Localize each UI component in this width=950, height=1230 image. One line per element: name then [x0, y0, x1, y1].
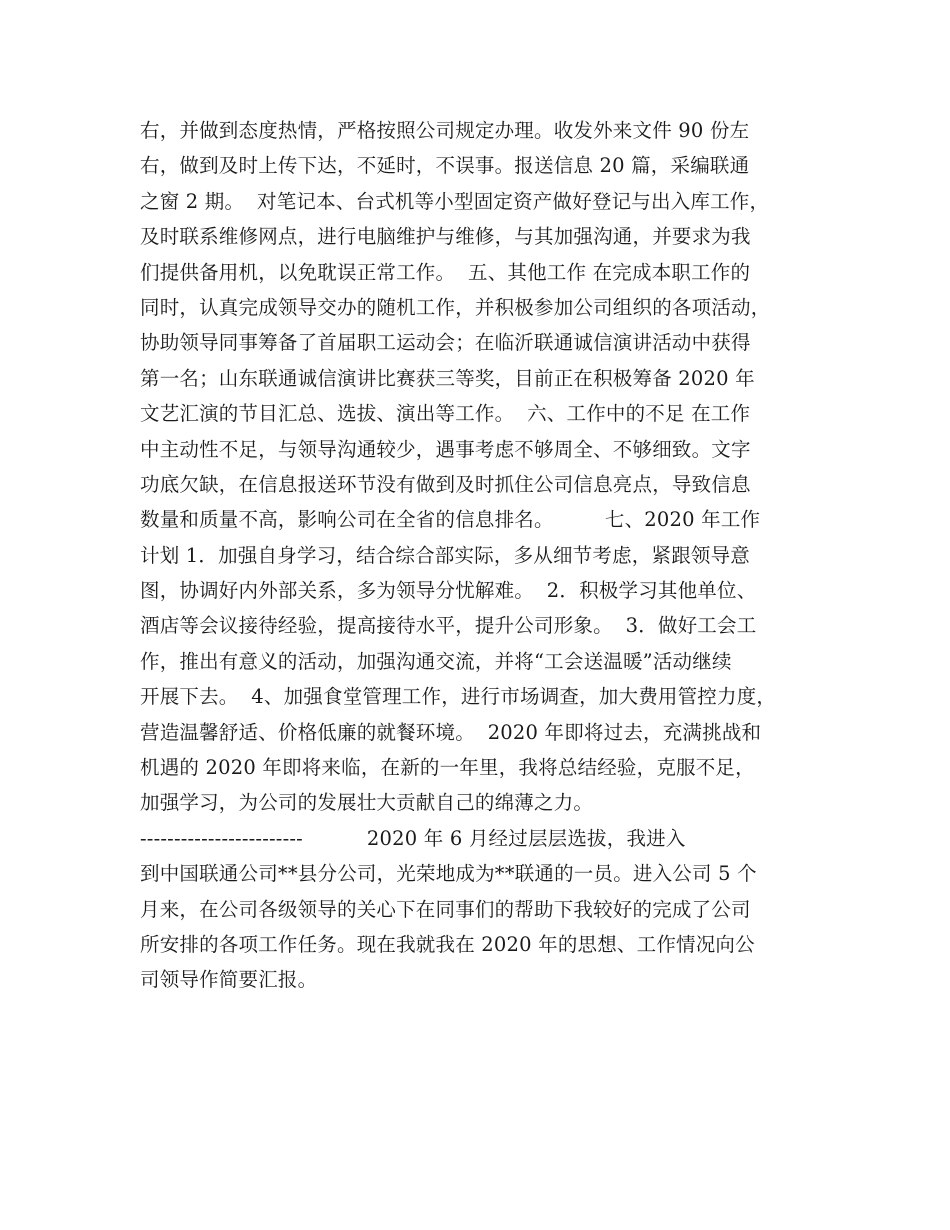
text-line: 月来，在公司各级领导的关心下在同事们的帮助下我较好的完成了公司	[140, 897, 751, 921]
text-line: 营造温馨舒适、价格低廉的就餐环境。 2020 年即将过去，充满挑战和	[140, 720, 762, 744]
text-line: 之窗 2 期。 对笔记本、台式机等小型固定资产做好登记与出入库工作，	[140, 189, 770, 213]
text-line: 开展下去。 4、加强食堂管理工作，进行市场调查，加大费用管控力度，	[140, 685, 777, 709]
text-line: 数量和质量不高，影响公司在全省的信息排名。 七、2020 年工作	[140, 508, 761, 532]
text-line: 协助领导同事筹备了首届职工运动会；在临沂联通诚信演讲活动中获得	[140, 331, 751, 355]
text-line: 及时联系维修网点，进行电脑维护与维修，与其加强沟通，并要求为我	[140, 225, 751, 249]
text-line: 计划 1．加强自身学习，结合综合部实际，多从细节考虑，紧跟领导意	[140, 543, 751, 567]
text-line: 右，并做到态度热情，严格按照公司规定办理。收发外来文件 90 份左	[140, 119, 750, 142]
text-line: 所安排的各项工作任务。现在我就我在 2020 年的思想、工作情况向公	[140, 932, 755, 956]
text-line: 中主动性不足，与领导沟通较少，遇事考虑不够周全、不够细致。文字	[140, 437, 751, 461]
body-text	[140, 113, 820, 998]
text-line: 第一名；山东联通诚信演讲比赛获三等奖，目前正在积极筹备 2020 年	[140, 366, 755, 390]
text-line: 到中国联通公司**县分公司，光荣地成为**联通的一员。进入公司 5 个	[140, 862, 757, 886]
text-line: ------------------------ 2020 年 6 月经过层层选拔，我进入	[140, 826, 686, 850]
text-line: 右，做到及时上传下达，不延时，不误事。报送信息 20 篇，采编联通	[140, 154, 750, 178]
text-line: 文艺汇演的节目汇总、选拔、演出等工作。 六、工作中的不足 在工作	[140, 402, 751, 426]
text-line: 功底欠缺，在信息报送环节没有做到及时抓住公司信息亮点，导致信息	[140, 472, 751, 496]
text-line: 酒店等会议接待经验，提高接待水平，提升公司形象。 3．做好工会工	[140, 614, 757, 638]
text-line: 司领导作简要汇报。	[140, 968, 318, 992]
text-line: 机遇的 2020 年即将来临，在新的一年里，我将总结经验，克服不足，	[140, 756, 755, 780]
text-line: 们提供备用机，以免耽误正常工作。 五、其他工作 在完成本职工作的	[140, 260, 751, 284]
text-line: 图，协调好内外部关系，多为领导分忧解难。 2．积极学习其他单位、	[140, 579, 757, 603]
text-line: 作，推出有意义的活动，加强沟通交流，并将“工会送温暖”活动继续	[140, 649, 732, 673]
text-line: 同时，认真完成领导交办的随机工作，并积极参加公司组织的各项活动，	[140, 295, 771, 319]
text-line: 加强学习，为公司的发展壮大贡献自己的绵薄之力。	[140, 791, 594, 815]
